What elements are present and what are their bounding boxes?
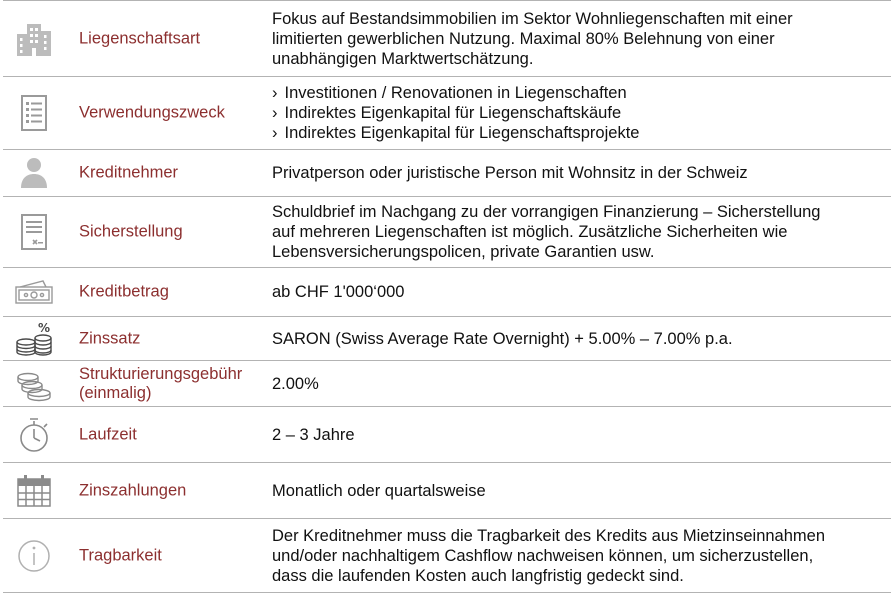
description-line: Lebensversicherungspolicen, private Garantien usw. xyxy=(272,243,655,261)
label-line: (einmalig) xyxy=(79,383,152,402)
description-line: dass die laufenden Kosten auch langfristig gedeckt sind. xyxy=(272,566,684,585)
row-description xyxy=(272,9,887,69)
stopwatch-icon xyxy=(13,414,55,456)
description-line: ab CHF 1'000‘000 xyxy=(272,283,405,301)
coin-stack-icon xyxy=(13,363,55,405)
row-label: Kreditbetrag xyxy=(79,282,169,301)
row-liegenschaftsart xyxy=(3,0,891,77)
description-line: Fokus auf Bestandsimmobilien im Sektor Wohnliegenschaften mit einer xyxy=(272,9,793,28)
row-description xyxy=(272,481,887,501)
description-line: und/oder nachhaltigem Cashflow nachweisen können, um sicherzustellen, xyxy=(272,546,814,565)
row-description xyxy=(272,425,887,445)
person-icon xyxy=(13,152,55,194)
checklist-document-icon xyxy=(13,92,55,134)
svg-text:%: % xyxy=(38,320,51,335)
row-description xyxy=(272,202,887,262)
row-label: Verwendungszweck xyxy=(79,103,225,122)
row-label: Zinszahlungen xyxy=(79,481,187,499)
info-icon xyxy=(13,535,55,577)
description-line: Der Kreditnehmer muss die Tragbarkeit des Kredits aus Mietzinseinnahmen xyxy=(272,526,826,545)
description-line: SARON (Swiss Average Rate Overnight) + 5.00% – 7.00% p.a. xyxy=(272,329,733,348)
description-line: auf mehreren Liegenschaften ist möglich. Zusätzliche Sicherheiten wie xyxy=(272,223,788,241)
description-line: 2.00% xyxy=(272,374,319,393)
row-description xyxy=(272,282,887,302)
row-description xyxy=(272,83,887,143)
calendar-icon xyxy=(13,470,55,512)
label-line: Strukturierungsgebühr xyxy=(79,364,243,383)
row-verwendungszweck xyxy=(3,77,891,150)
bullet-item: › Indirektes Eigenkapital für Liegenschaftskäufe xyxy=(272,103,887,123)
row-label: Zinssatz xyxy=(79,329,141,347)
row-description xyxy=(272,329,887,349)
row-description xyxy=(272,526,887,586)
row-label: Liegenschaftsart xyxy=(79,29,201,47)
row-laufzeit xyxy=(3,407,891,463)
row-label: Laufzeit xyxy=(79,425,137,443)
row-zinssatz xyxy=(3,317,891,361)
row-kreditbetrag xyxy=(3,268,891,317)
row-tragbarkeit xyxy=(3,519,891,593)
banknote-icon xyxy=(13,271,55,313)
description-line: unabhängigen Marktwertschätzung. xyxy=(272,49,534,68)
terms-table xyxy=(3,0,891,593)
row-description xyxy=(272,374,887,394)
bullet-item: › Investitionen / Renovationen in Liegenschaften xyxy=(272,83,887,103)
row-description xyxy=(272,163,887,183)
row-label xyxy=(79,365,265,403)
description-line: Schuldbrief im Nachgang zu der vorrangigen Finanzierung – Sicherstellung xyxy=(272,203,821,221)
row-strukturierungsgebuehr xyxy=(3,361,891,407)
row-label: Tragbarkeit xyxy=(79,546,162,564)
description-line: 2 – 3 Jahre xyxy=(272,425,355,444)
buildings-icon xyxy=(13,18,55,60)
coins-percent-icon xyxy=(13,318,55,360)
row-sicherstellung xyxy=(3,197,891,268)
bullet-item: › Indirektes Eigenkapital für Liegenschaftsprojekte xyxy=(272,123,887,143)
description-line: Privatperson oder juristische Person mit Wohnsitz in der Schweiz xyxy=(272,164,748,182)
description-line: Monatlich oder quartalsweise xyxy=(272,481,486,500)
row-label: Kreditnehmer xyxy=(79,163,179,182)
description-line: limitierten gewerblichen Nutzung. Maximal 80% Belehnung von einer xyxy=(272,29,775,48)
signed-document-icon xyxy=(13,211,55,253)
row-label: Sicherstellung xyxy=(79,222,183,241)
row-kreditnehmer xyxy=(3,150,891,197)
row-zinszahlungen xyxy=(3,463,891,519)
